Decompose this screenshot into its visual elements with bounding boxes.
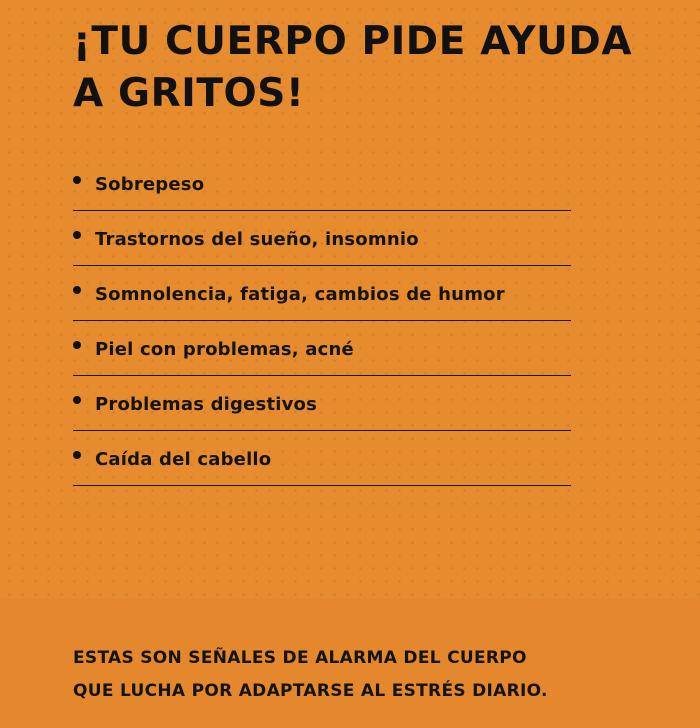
- symptom-label: Trastornos del sueño, insomnio: [95, 229, 419, 250]
- list-item: [73, 376, 571, 431]
- page-title-line-2: A GRITOS!: [73, 71, 305, 116]
- alarm-message-line-1: ESTAS SON SEÑALES DE ALARMA DEL CUERPO: [73, 648, 527, 668]
- symptom-label: Piel con problemas, acné: [95, 339, 354, 360]
- alarm-message-line-2: QUE LUCHA POR ADAPTARSE AL ESTRÉS DIARIO.: [73, 681, 548, 701]
- symptom-list: [73, 156, 571, 486]
- bullet-icon: [73, 451, 81, 459]
- page-title: [73, 16, 673, 120]
- bullet-icon: [73, 176, 81, 184]
- bullet-icon: [73, 341, 81, 349]
- bullet-icon: [73, 231, 81, 239]
- symptom-label: Sobrepeso: [95, 174, 205, 195]
- list-item: [73, 156, 571, 211]
- list-item: [73, 211, 571, 266]
- list-item: [73, 321, 571, 376]
- symptom-label: Caída del cabello: [95, 449, 272, 470]
- list-item: [73, 431, 571, 486]
- bullet-icon: [73, 286, 81, 294]
- symptom-label: Problemas digestivos: [95, 394, 318, 415]
- alarm-message: [73, 642, 673, 708]
- page-title-line-1: ¡TU CUERPO PIDE AYUDA: [73, 19, 633, 64]
- list-item: [73, 266, 571, 321]
- symptom-label: Somnolencia, fatiga, cambios de humor: [95, 284, 505, 305]
- bullet-icon: [73, 396, 81, 404]
